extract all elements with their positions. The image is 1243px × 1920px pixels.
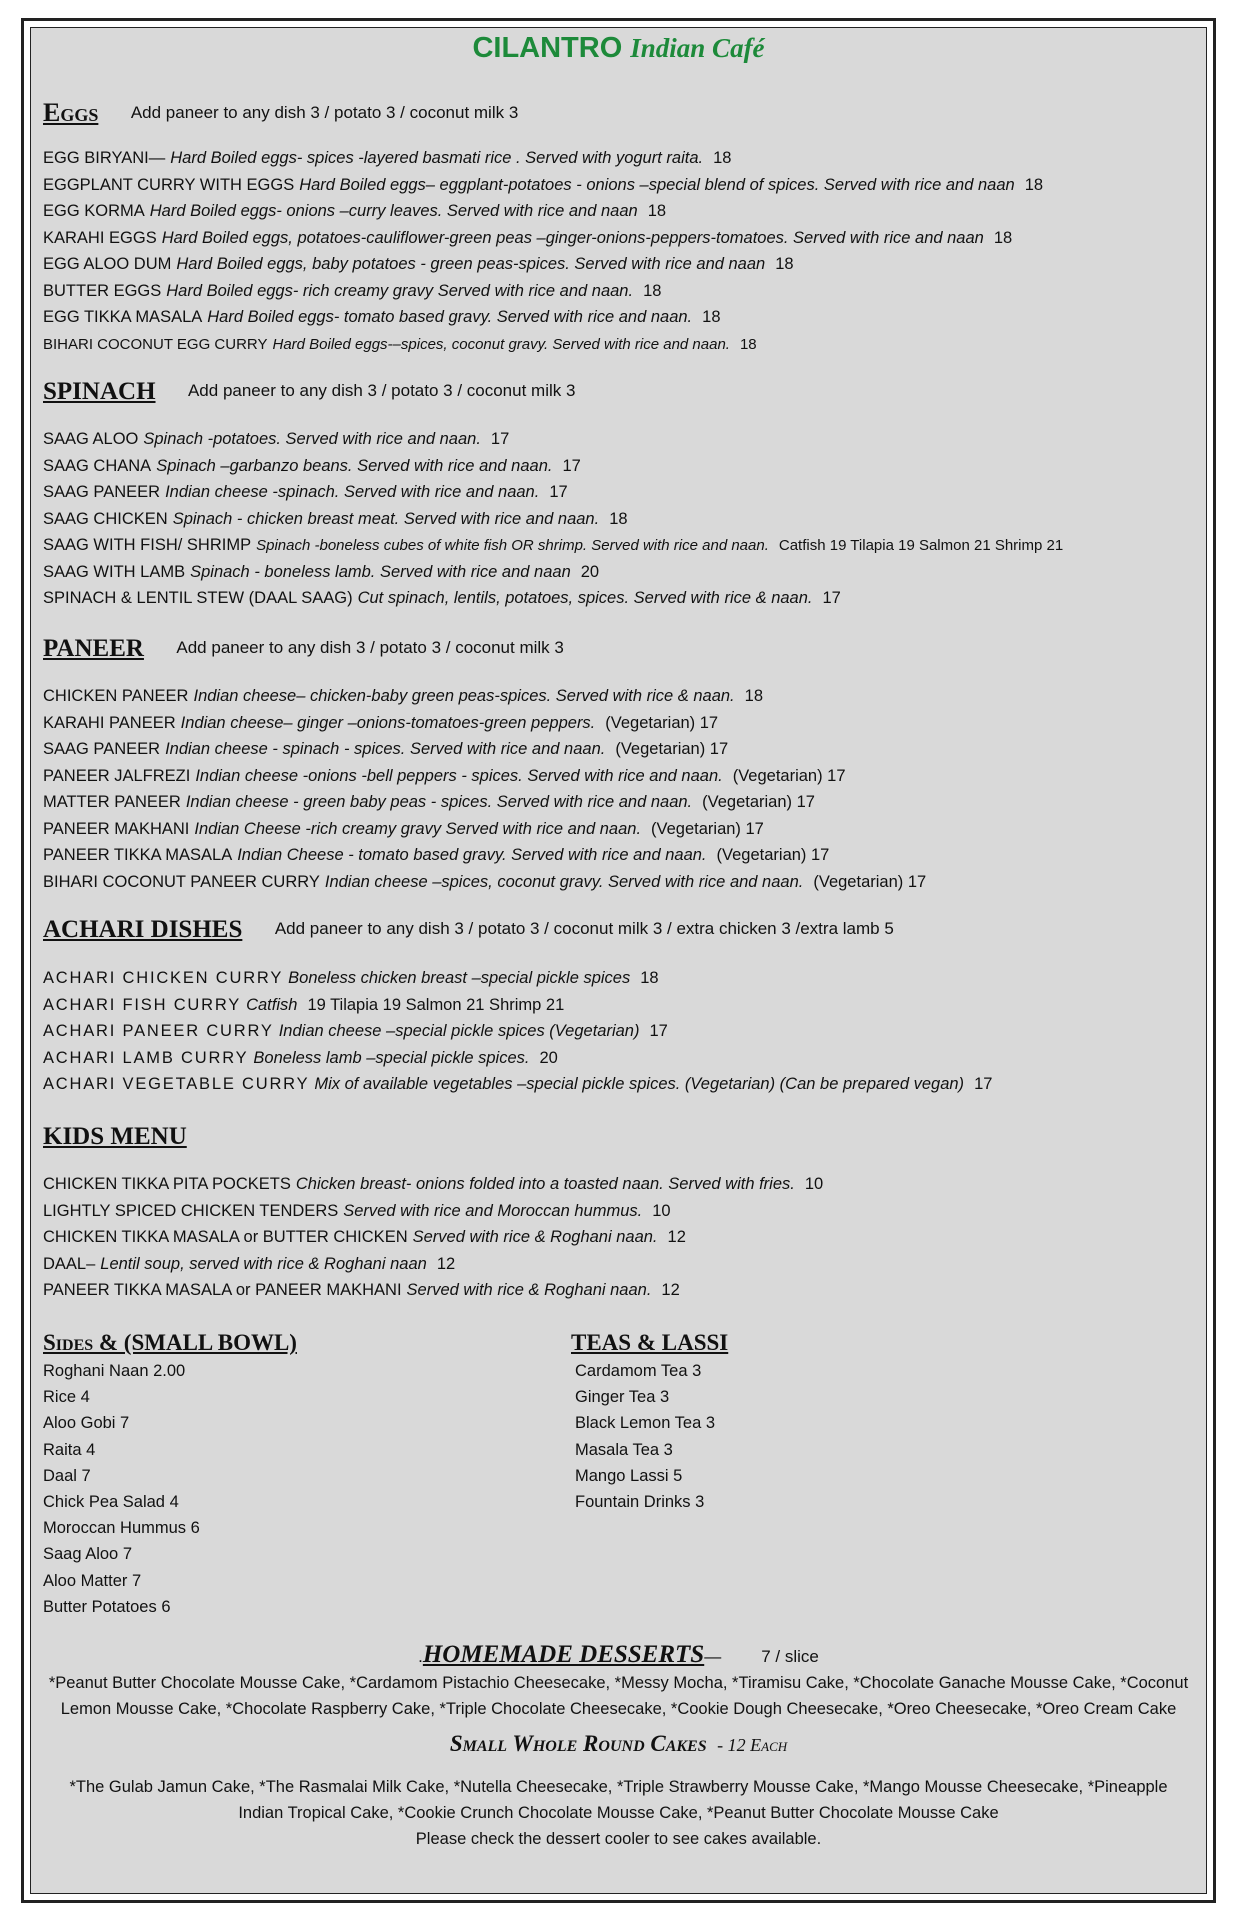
- item-name: SPINACH & LENTIL STEW (DAAL SAAG): [43, 589, 353, 607]
- section-note: Add paneer to any dish 3 / potato 3 / coconut milk 3: [187, 381, 576, 400]
- item-price: (Vegetarian) 17: [702, 793, 815, 811]
- item-name: LIGHTLY SPICED CHICKEN TENDERS: [43, 1201, 339, 1220]
- menu-item: [43, 585, 1063, 612]
- item-name: ACHARI CHICKEN CURRY: [43, 969, 284, 987]
- item-description: Spinach - chicken breast meat. Served with rice and naan.: [172, 509, 600, 528]
- section-title: PANEER: [43, 635, 144, 662]
- menu-item: [43, 842, 926, 869]
- menu-item: [43, 1198, 823, 1225]
- menu-item: [43, 869, 926, 896]
- section-title: Eggs: [43, 98, 99, 127]
- item-name: PANEER JALFREZI: [43, 766, 191, 785]
- item-name: KARAHI EGGS: [43, 228, 157, 247]
- section-items-kids: [43, 1171, 823, 1304]
- item-description: Spinach -boneless cubes of white fish OR shrimp. Served with rice and naan.: [256, 537, 769, 554]
- side-item: Roghani Naan 2.00: [43, 1362, 186, 1380]
- menu-item: [43, 453, 1063, 480]
- menu-item: [43, 225, 1043, 252]
- menu-item: [43, 1018, 992, 1045]
- teas-title: TEAS & LASSI: [571, 1330, 729, 1355]
- item-price: 18: [744, 687, 763, 705]
- section-header-kids: [43, 1123, 187, 1151]
- side-item: Moroccan Hummus 6: [43, 1519, 200, 1538]
- item-description: Hard Boiled eggs, baby potatoes - green peas-spices. Served with rice and naan: [176, 255, 766, 273]
- item-name: SAAG PANEER: [43, 483, 161, 501]
- cakes-title: Small Whole Round Cakes: [449, 1731, 707, 1756]
- item-description: Hard Boiled eggs- spices -layered basmati rice . Served with yogurt raita.: [170, 149, 704, 167]
- item-description: Hard Boiled eggs-–spices, coconut gravy. Served with rice and naan.: [272, 335, 730, 353]
- item-name: EGG ALOO DUM: [43, 255, 172, 273]
- menu-item: [43, 1071, 992, 1098]
- tea-item: Fountain Drinks 3: [575, 1492, 705, 1511]
- menu-item: [43, 198, 1043, 225]
- item-name: BIHARI COCONUT EGG CURRY: [43, 335, 268, 353]
- item-description: Cut spinach, lentils, potatoes, spices. Served with rice & naan.: [357, 589, 813, 607]
- section-title: ACHARI DISHES: [43, 916, 243, 943]
- menu-item: [43, 331, 1043, 358]
- item-name: KARAHI PANEER: [43, 713, 176, 732]
- item-description: Hard Boiled eggs- onions –curry leaves. Served with rice and naan: [149, 202, 638, 220]
- menu-item: [43, 1224, 823, 1251]
- cakes-price: - 12 Each: [712, 1735, 788, 1755]
- desserts-price: 7 / slice: [761, 1647, 819, 1666]
- section-items-eggs: [43, 145, 1043, 357]
- item-description: Spinach –garbanzo beans. Served with rice and naan.: [156, 456, 553, 475]
- item-description: Indian cheese - spinach - spices. Served with rice and naan.: [165, 740, 606, 758]
- menu-item: [43, 1251, 823, 1278]
- menu-item: [43, 278, 1043, 305]
- item-description: Chicken breast- onions folded into a toasted naan. Served with fries.: [295, 1175, 795, 1193]
- teas-column: [571, 1328, 728, 1515]
- section-note: Add paneer to any dish 3 / potato 3 / coconut milk 3 / extra chicken 3 /extra lamb 5: [274, 919, 894, 938]
- desserts-dash: —: [704, 1647, 722, 1666]
- item-name: ACHARI VEGETABLE CURRY: [43, 1075, 310, 1093]
- item-name: DAAL–: [43, 1254, 96, 1273]
- item-name: CHICKEN TIKKA PITA POCKETS: [43, 1175, 291, 1193]
- side-item: Rice 4: [43, 1388, 90, 1407]
- item-name: ACHARI LAMB CURRY: [43, 1048, 249, 1067]
- menu-item: [43, 710, 926, 737]
- item-price: 10: [804, 1175, 824, 1193]
- side-item: Butter Potatoes 6: [43, 1597, 171, 1616]
- item-price: 20: [580, 562, 600, 581]
- menu-item: [43, 532, 1063, 559]
- item-description: Indian cheese -spinach. Served with rice and naan.: [165, 483, 540, 501]
- desserts-section: [31, 1640, 1206, 1852]
- brand-name: CILANTRO: [472, 32, 623, 64]
- menu-item: [43, 789, 926, 816]
- item-price: 18: [643, 281, 662, 300]
- menu-panel: [30, 27, 1207, 1894]
- item-name: EGG TIKKA MASALA: [43, 308, 203, 326]
- menu-item: [43, 506, 1063, 533]
- item-price: 17: [822, 589, 841, 607]
- item-description: Spinach -potatoes. Served with rice and naan.: [143, 430, 481, 448]
- menu-item: [43, 251, 1043, 278]
- section-header-eggs: [43, 98, 518, 128]
- cakes-header: [31, 1726, 1206, 1762]
- item-name: ACHARI PANEER CURRY: [43, 1022, 274, 1040]
- item-price: 18: [739, 335, 757, 353]
- item-description: Spinach - boneless lamb. Served with rice and naan: [190, 562, 571, 581]
- menu-item: [43, 145, 1043, 172]
- desserts-title: HOMEMADE DESSERTS: [422, 1641, 705, 1668]
- item-price: (Vegetarian) 17: [732, 766, 846, 785]
- section-note: Add paneer to any dish 3 / potato 3 / coconut milk 3: [130, 103, 519, 122]
- item-name: EGG KORMA: [43, 202, 145, 220]
- item-description: Mix of available vegetables –special pickle spices. (Vegetarian) (Can be prepared vegan): [314, 1075, 965, 1093]
- item-price: 18: [1024, 175, 1044, 194]
- section-items-achari: [43, 965, 992, 1098]
- item-price: 12: [667, 1228, 686, 1246]
- item-name: PANEER TIKKA MASALA: [43, 846, 233, 864]
- section-title: SPINACH: [43, 378, 156, 405]
- item-name: SAAG WITH LAMB: [43, 562, 186, 581]
- item-description: Hard Boiled eggs- tomato based gravy. Served with rice and naan.: [207, 308, 693, 326]
- item-price: 17: [562, 456, 581, 475]
- tea-item: Black Lemon Tea 3: [575, 1414, 716, 1433]
- item-price: 18: [713, 149, 732, 167]
- item-description: Indian cheese - green baby peas - spices. Served with rice and naan.: [185, 793, 693, 811]
- section-items-spinach: [43, 426, 1063, 612]
- item-name: MATTER PANEER: [43, 793, 181, 811]
- item-name: CHICKEN PANEER: [43, 687, 189, 705]
- item-description: Indian cheese -onions -bell peppers - spices. Served with rice and naan.: [195, 766, 723, 785]
- section-header-paneer: [43, 635, 564, 663]
- item-price: 20: [539, 1048, 558, 1067]
- section-header-spinach: [43, 378, 575, 406]
- desserts-prefix: .: [418, 1647, 423, 1666]
- item-price: 18: [993, 228, 1013, 247]
- brand-subtitle: Indian Café: [630, 33, 765, 63]
- menu-item: [43, 1045, 992, 1072]
- menu-item: [43, 816, 926, 843]
- desserts-header: [31, 1640, 1206, 1670]
- item-name: EGG BIRYANI—: [43, 149, 166, 167]
- tea-item: Masala Tea 3: [575, 1440, 673, 1459]
- section-header-achari: [43, 916, 894, 944]
- item-price: 17: [490, 430, 510, 448]
- item-name: BUTTER EGGS: [43, 281, 162, 300]
- item-name: EGGPLANT CURRY WITH EGGS: [43, 175, 295, 194]
- item-price: 17: [549, 483, 568, 501]
- item-description: Hard Boiled eggs- rich creamy gravy Served with rice and naan.: [166, 281, 634, 300]
- item-price: 18: [775, 255, 794, 273]
- item-description: Lentil soup, served with rice & Roghani naan: [100, 1254, 427, 1273]
- restaurant-title: [31, 32, 1206, 65]
- item-price: 12: [436, 1254, 456, 1273]
- tea-item: Ginger Tea 3: [575, 1388, 670, 1407]
- item-price: 17: [649, 1022, 668, 1040]
- item-price: (Vegetarian) 17: [615, 740, 729, 758]
- item-name: SAAG WITH FISH/ SHRIMP: [43, 536, 252, 554]
- item-name: SAAG PANEER: [43, 740, 161, 758]
- tea-item: Mango Lassi 5: [575, 1466, 683, 1485]
- item-description: Boneless chicken breast –special pickle spices: [288, 969, 631, 987]
- item-price: (Vegetarian) 17: [651, 819, 764, 838]
- tea-item: Cardamom Tea 3: [575, 1362, 702, 1380]
- item-price: 18: [609, 509, 628, 528]
- item-price: (Vegetarian) 17: [716, 846, 830, 864]
- item-description: Indian cheese –spices, coconut gravy. Served with rice and naan.: [324, 872, 804, 891]
- menu-item: [43, 172, 1043, 199]
- menu-outer-border: [21, 18, 1216, 1903]
- menu-item: [43, 736, 926, 763]
- menu-item: [43, 683, 926, 710]
- item-description: Hard Boiled eggs– eggplant-potatoes - onions –special blend of spices. Served with rice and naan: [299, 175, 1015, 194]
- item-name: BIHARI COCONUT PANEER CURRY: [43, 872, 320, 891]
- side-item: Chick Pea Salad 4: [43, 1492, 179, 1511]
- item-price: 18: [640, 969, 659, 987]
- item-name: CHICKEN TIKKA MASALA or BUTTER CHICKEN: [43, 1228, 408, 1246]
- section-items-paneer: [43, 683, 926, 895]
- sides-column: [43, 1328, 297, 1620]
- side-item: Daal 7: [43, 1466, 91, 1485]
- item-price: 18: [647, 202, 667, 220]
- item-price: 17: [974, 1075, 993, 1093]
- menu-item: [43, 1277, 823, 1304]
- item-price: 12: [661, 1281, 680, 1299]
- side-item: Raita 4: [43, 1440, 96, 1459]
- item-description: Served with rice & Roghani naan.: [406, 1281, 652, 1299]
- menu-item: [43, 965, 992, 992]
- menu-item: [43, 992, 992, 1019]
- menu-item: [43, 304, 1043, 331]
- desserts-list: *Peanut Butter Chocolate Mousse Cake, *Cardamom Pistachio Cheesecake, *Messy Mocha, *Tiramisu Cake, *Chocolate Ganache Mousse Cake, *Coconut Lemon Mousse Cake, *Chocolate Raspberry Cake, *Triple Chocolate Cheesecake, *Cookie Dough Cheesecake, *Oreo Cheesecake, *Oreo Cream Cake: [48, 1674, 1189, 1718]
- item-name: SAAG CHANA: [43, 456, 152, 475]
- side-item: Aloo Gobi 7: [43, 1414, 130, 1433]
- item-description: Indian cheese– chicken-baby green peas-spices. Served with rice & naan.: [193, 687, 735, 705]
- item-name: ACHARI FISH CURRY: [43, 995, 242, 1014]
- item-price: 18: [702, 308, 721, 326]
- side-item: Saag Aloo 7: [43, 1545, 132, 1564]
- item-name: PANEER MAKHANI: [43, 819, 190, 838]
- menu-item: [43, 1171, 823, 1198]
- section-title: KIDS MENU: [43, 1123, 187, 1150]
- item-price: Catfish 19 Tilapia 19 Salmon 21 Shrimp 21: [778, 537, 1064, 554]
- cakes-note: Please check the dessert cooler to see cakes available.: [415, 1830, 822, 1848]
- item-description: Indian Cheese -rich creamy gravy Served with rice and naan.: [194, 819, 642, 838]
- menu-item: [43, 426, 1063, 453]
- sides-title: Sides & (SMALL BOWL): [43, 1330, 297, 1355]
- item-description: Boneless lamb –special pickle spices.: [253, 1048, 530, 1067]
- item-price: 19 Tilapia 19 Salmon 21 Shrimp 21: [307, 995, 565, 1014]
- item-price: 10: [652, 1201, 671, 1220]
- item-name: PANEER TIKKA MASALA or PANEER MAKHANI: [43, 1281, 402, 1299]
- side-item: Aloo Matter 7: [43, 1571, 142, 1590]
- item-description: Indian cheese– ginger –onions-tomatoes-green peppers.: [180, 713, 596, 732]
- menu-item: [43, 763, 926, 790]
- menu-item: [43, 479, 1063, 506]
- item-description: Served with rice & Roghani naan.: [412, 1228, 658, 1246]
- cakes-list: *The Gulab Jamun Cake, *The Rasmalai Milk Cake, *Nutella Cheesecake, *Triple Strawberry Mousse Cake, *Mango Mousse Cheesecake, *Pineapple Indian Tropical Cake, *Cookie Crunch Chocolate Mousse Cake, *Peanut Butter Chocolate Mousse Cake: [69, 1778, 1168, 1822]
- item-name: SAAG ALOO: [43, 430, 139, 448]
- item-price: (Vegetarian) 17: [813, 872, 927, 891]
- menu-item: [43, 559, 1063, 586]
- item-description: Served with rice and Moroccan hummus.: [343, 1201, 643, 1220]
- item-description: Indian Cheese - tomato based gravy. Served with rice and naan.: [237, 846, 707, 864]
- item-name: SAAG CHICKEN: [43, 509, 168, 528]
- item-price: (Vegetarian) 17: [605, 713, 719, 732]
- item-description: Hard Boiled eggs, potatoes-cauliflower-green peas –ginger-onions-peppers-tomatoes. Served with rice and naan: [161, 228, 984, 247]
- item-description: Indian cheese –special pickle spices (Vegetarian): [278, 1022, 640, 1040]
- section-note: Add paneer to any dish 3 / potato 3 / coconut milk 3: [176, 638, 564, 657]
- item-description: Catfish: [246, 995, 298, 1014]
